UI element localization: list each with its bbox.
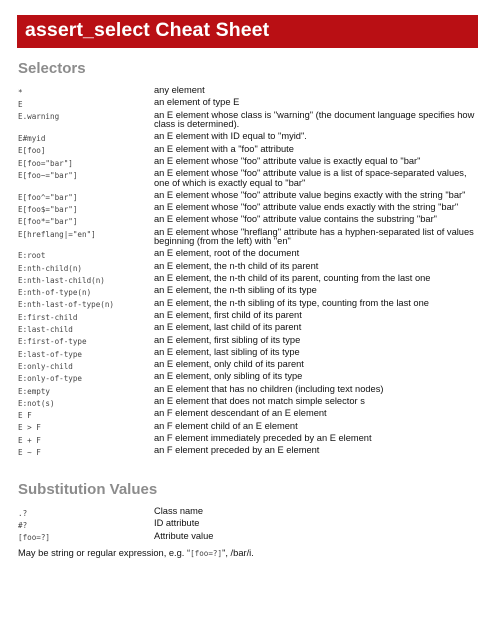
row-code: E + F [18, 435, 41, 445]
row-description: an E element, the n-th child of its parent [154, 260, 319, 271]
row-description: an E element, first sibling of its type [154, 334, 301, 345]
substitution-table [18, 507, 480, 544]
row-description: an F element preceded by an E element [154, 445, 320, 456]
row-description: an element of type E [154, 97, 240, 108]
row-code: E:not(s) [18, 398, 55, 408]
row-description: an E element with a "foo" attribute [154, 143, 294, 154]
row-description: any element [154, 85, 205, 95]
selector-row [18, 132, 480, 144]
row-code: E[foo$="bar"] [18, 204, 78, 214]
selector-row [18, 111, 480, 133]
row-description: an F element immediately preceded by an E element [154, 432, 372, 443]
selector-row [18, 323, 480, 335]
selector-row [18, 446, 480, 458]
row-code: E.warning [18, 112, 60, 122]
row-description: an E element that has no children (including text nodes) [154, 383, 384, 394]
selector-row [18, 336, 480, 348]
row-code: E:last-of-type [18, 349, 83, 359]
row-description: an E element with ID equal to "myid". [154, 131, 307, 142]
row-description: Attribute value [154, 530, 214, 541]
selector-row [18, 98, 480, 110]
note-suffix: ", /bar/i. [222, 548, 254, 558]
selector-row [18, 286, 480, 298]
row-code: E[foo] [18, 146, 46, 156]
row-description: an E element whose "foo" attribute value ends exactly with the string "bar" [154, 202, 459, 213]
row-description: an F element descendant of an E element [154, 408, 327, 419]
page-title: assert_select Cheat Sheet [17, 15, 478, 48]
selector-row [18, 215, 480, 227]
row-code: #? [18, 521, 28, 531]
row-code: E:empty [18, 386, 51, 396]
row-description: ID attribute [154, 518, 200, 529]
selectors-table [18, 86, 480, 459]
row-description: Class name [154, 506, 204, 516]
row-code: [foo=?] [18, 533, 51, 543]
row-code: E:nth-of-type(n) [18, 288, 92, 298]
row-code: E[foo^="bar"] [18, 192, 78, 202]
row-description: an E element, the n-th sibling of its type, counting from the last one [154, 297, 429, 308]
row-description: an E element, first child of its parent [154, 309, 302, 320]
row-description: an E element, last sibling of its type [154, 346, 300, 357]
row-code: * [18, 87, 23, 97]
row-code: E[foo*="bar"] [18, 217, 78, 227]
note-prefix: May be string or regular expression, e.g. “ [18, 548, 191, 558]
selectors-heading: Selectors [18, 60, 86, 77]
row-code: E:only-child [18, 361, 73, 371]
selector-row [18, 372, 480, 384]
substitution-heading: Substitution Values [18, 481, 158, 498]
row-code: E F [18, 411, 32, 421]
row-code: E#myid [18, 134, 46, 144]
selector-row [18, 409, 480, 421]
selector-row [18, 169, 480, 191]
row-description: an E element whose "hreflang" attribute has a hyphen-separated list of values beginning (from the left) with "en" [154, 226, 474, 247]
row-code: E:nth-child(n) [18, 263, 83, 273]
substitution-note [18, 548, 254, 558]
row-description: an E element whose "foo" attribute value is a list of space-separated values, one of which is exactly equal to "bar" [154, 168, 467, 188]
row-description: an E element, the n-th child of its parent, counting from the last one [154, 273, 431, 284]
row-description: an E element, the n-th sibling of its type [154, 285, 317, 296]
row-description: an E element whose "foo" attribute value contains the substring "bar" [154, 214, 437, 225]
row-code: .? [18, 508, 28, 518]
row-code: E ~ F [18, 448, 41, 458]
row-code: E:root [18, 251, 46, 261]
row-code: E:only-of-type [18, 374, 83, 384]
row-description: an E element whose "foo" attribute value begins exactly with the string "bar" [154, 189, 466, 200]
row-code: E[foo="bar"] [18, 158, 73, 168]
row-description: an E element, only child of its parent [154, 359, 304, 370]
row-code: E:last-child [18, 325, 73, 335]
row-code: E[foo~="bar"] [18, 170, 78, 180]
row-description: an E element, last child of its parent [154, 322, 302, 333]
row-code: E[hreflang|="en"] [18, 229, 96, 239]
row-code: E:first-child [18, 312, 78, 322]
row-description: an E element, only sibling of its type [154, 371, 303, 382]
row-description: an E element that does not match simple selector s [154, 396, 365, 407]
selector-row [18, 249, 480, 261]
row-code: E > F [18, 423, 41, 433]
note-code: [foo=?] [190, 549, 223, 558]
row-description: an E element whose "foo" attribute value is exactly equal to "bar" [154, 155, 421, 166]
selector-row [18, 86, 480, 98]
row-description: an F element child of an E element [154, 420, 298, 431]
substitution-row [18, 532, 480, 544]
row-code: E:nth-last-of-type(n) [18, 300, 115, 310]
substitution-row [18, 519, 480, 531]
row-code: E:nth-last-child(n) [18, 275, 105, 285]
row-code: E [18, 100, 23, 110]
row-description: an E element whose class is "warning" (the document language specifies how class is determined). [154, 109, 475, 129]
row-code: E:first-of-type [18, 337, 87, 347]
selector-row [18, 228, 480, 250]
row-description: an E element, root of the document [154, 248, 300, 259]
substitution-row [18, 507, 480, 519]
